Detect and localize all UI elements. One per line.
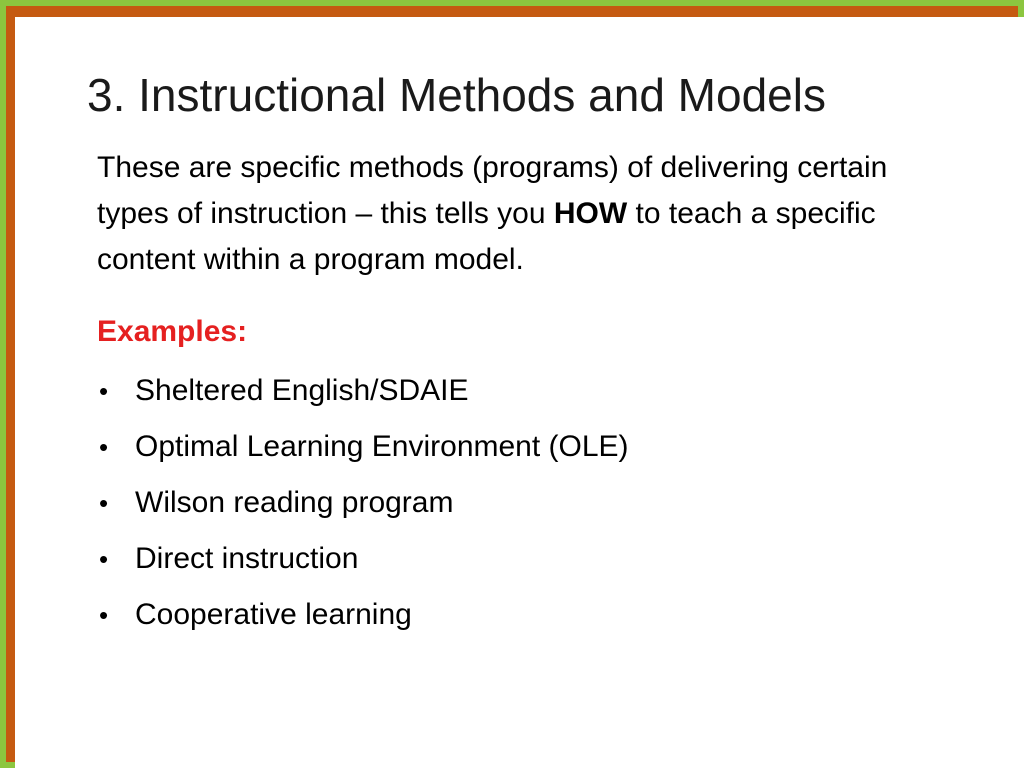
list-item	[97, 475, 957, 531]
bullet-icon: •	[99, 488, 109, 518]
list-item-text: Direct instruction	[135, 542, 359, 575]
list-item-text: Cooperative learning	[135, 598, 412, 631]
bullet-icon: •	[99, 544, 109, 574]
list-item-text: Sheltered English/SDAIE	[135, 374, 469, 407]
slide-title: 3. Instructional Methods and Models	[87, 69, 826, 121]
list-item-text: Optimal Learning Environment (OLE)	[135, 430, 629, 463]
intro-paragraph	[97, 145, 957, 283]
intro-text-before: These are specific methods (programs) of delivering certain types of instruction – this tells you	[97, 151, 888, 230]
list-item	[97, 531, 957, 587]
intro-text-after: to teach a specific content within a program model.	[97, 197, 876, 276]
examples-heading: Examples:	[97, 315, 248, 348]
slide-content	[15, 17, 1024, 768]
slide-body	[97, 145, 957, 643]
examples-list	[97, 363, 957, 643]
list-item	[97, 363, 957, 419]
bullet-icon: •	[99, 376, 109, 406]
list-item	[97, 587, 957, 643]
intro-emphasis: HOW	[553, 197, 628, 230]
list-item-text: Wilson reading program	[135, 486, 454, 519]
bullet-icon: •	[99, 600, 109, 630]
bullet-icon: •	[99, 432, 109, 462]
list-item	[97, 419, 957, 475]
